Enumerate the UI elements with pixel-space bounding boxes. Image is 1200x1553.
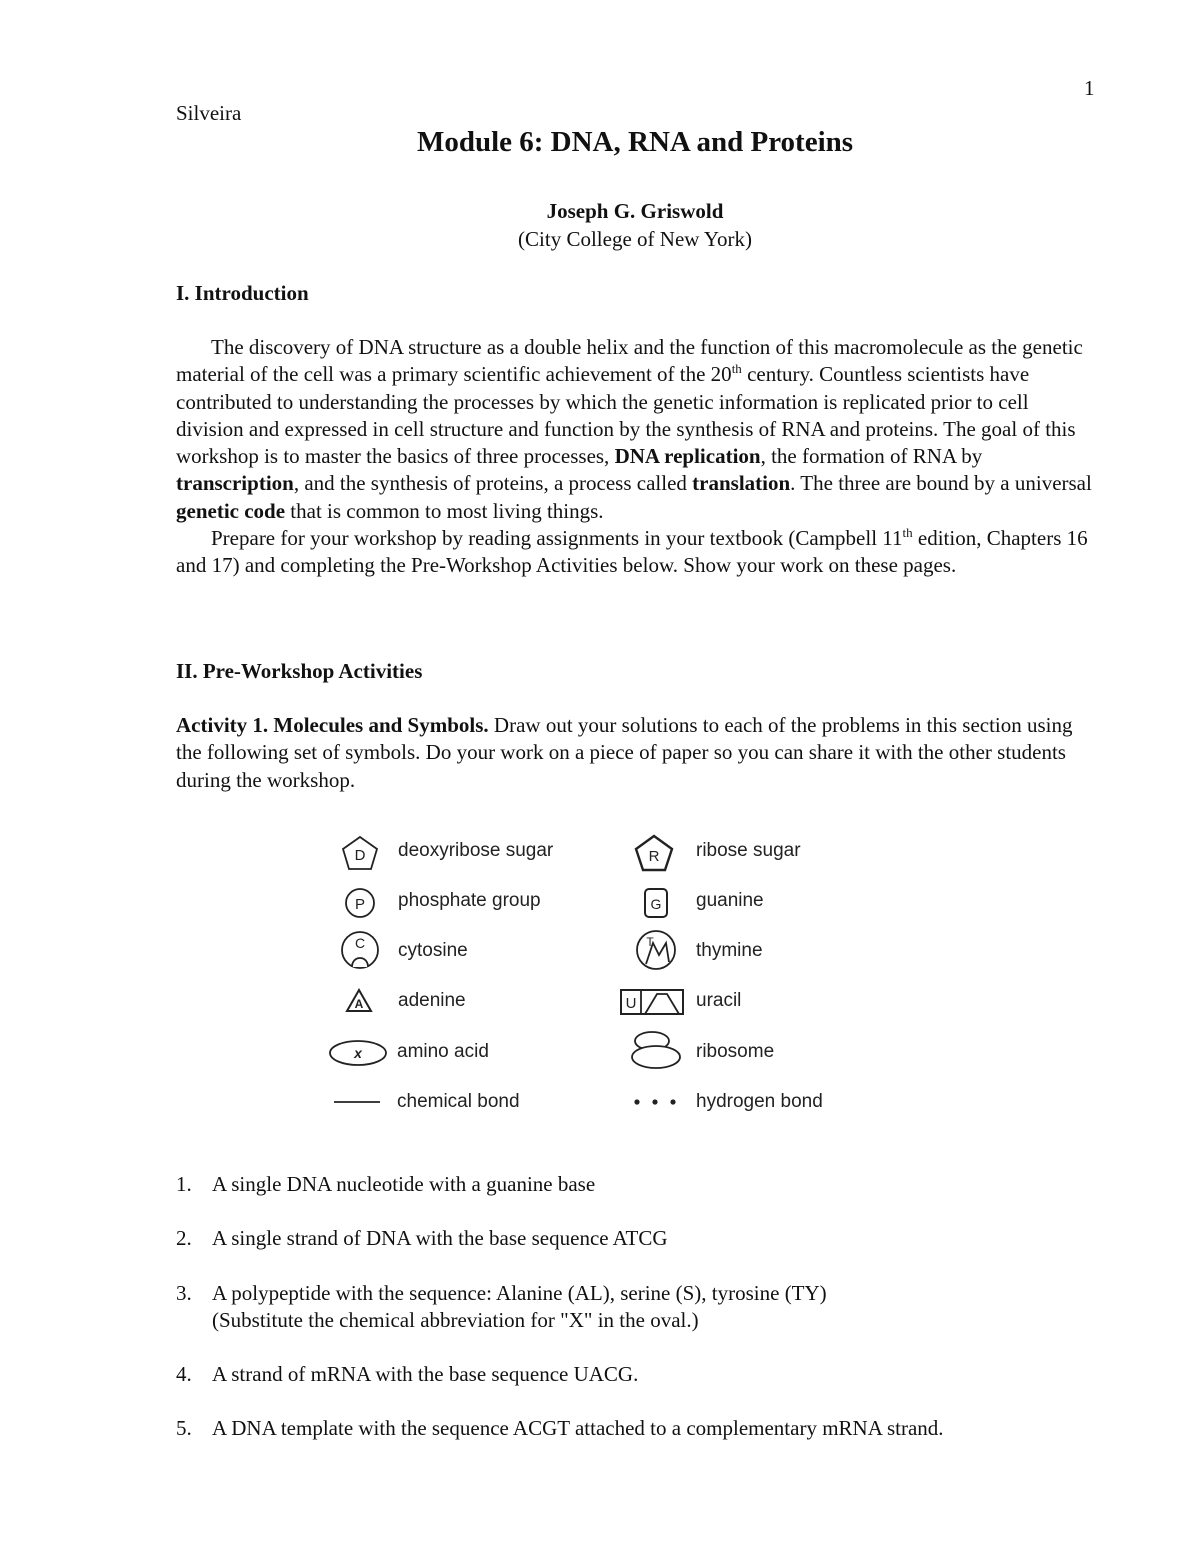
question-text: A strand of mRNA with the base sequence UACG. [212, 1362, 639, 1387]
question-number: 2. [176, 1226, 192, 1251]
ribosome-icon [628, 1030, 684, 1070]
cytosine-icon [339, 929, 381, 971]
legend-label-phosphate: phosphate group [398, 890, 541, 911]
list-item [176, 1415, 1101, 1442]
legend-label-hydrogen-bond: hydrogen bond [696, 1091, 823, 1112]
thymine-icon [633, 929, 679, 971]
legend-label-deoxyribose: deoxyribose sugar [398, 840, 554, 861]
uracil-icon [619, 988, 685, 1016]
legend-label-chemical-bond: chemical bond [397, 1091, 520, 1112]
question-number: 4. [176, 1362, 192, 1387]
question-note: (Substitute the chemical abbreviation for "X" in the oval.) [212, 1307, 699, 1332]
adenine-icon [345, 988, 373, 1014]
intro-text: edition, Chapters 16 and 17) and completing the Pre-Workshop Activities below. Show your work on these pages. [176, 526, 1088, 578]
page-number: 1 [1084, 76, 1095, 100]
intro-text: that is common to most living things. [285, 498, 604, 523]
ribose-letter: R [648, 848, 660, 865]
intro-text: , the formation of RNA by [760, 444, 983, 469]
intro-text: century. Countless scientists have contributed to understanding the processes by which the genetic information is replicated prior to cell division and expressed in cell structure and function by the synthesis of RNA and proteins. The goal of this workshop is to master the basics of three processes, [176, 362, 1076, 469]
question-number: 5. [176, 1416, 192, 1441]
legend-label-ribose: ribose sugar [696, 840, 801, 861]
superscript: th [731, 361, 742, 377]
question-list [176, 1171, 1101, 1470]
guanine-letter: G [650, 896, 662, 912]
superscript: th [902, 525, 913, 541]
legend-label-thymine: thymine [696, 940, 763, 961]
page-title: Module 6: DNA, RNA and Proteins [416, 126, 854, 158]
intro-text: , and the synthesis of proteins, a process called [293, 471, 693, 496]
section-heading-introduction: I. Introduction [176, 281, 309, 305]
term-genetic-code: genetic code [176, 498, 286, 523]
activity-1-title: Activity 1. Molecules and Symbols. [176, 713, 489, 737]
amino-acid-icon [328, 1038, 388, 1068]
legend-label-adenine: adenine [398, 990, 466, 1011]
chemical-bond-icon [332, 1097, 382, 1107]
question-number: 1. [176, 1172, 192, 1196]
amino-acid-letter: x [354, 1045, 362, 1061]
legend-label-cytosine: cytosine [398, 940, 468, 961]
intro-text: Prepare for your workshop by reading assignments in your textbook (Campbell 11 [211, 526, 903, 551]
guanine-icon [643, 887, 669, 919]
list-item [176, 1171, 1101, 1198]
list-item [176, 1225, 1101, 1252]
question-text: A polypeptide with the sequence: Alanine (AL), serine (S), tyrosine (TY) [212, 1280, 827, 1305]
question-text: A DNA template with the sequence ACGT attached to a complementary mRNA strand. [212, 1416, 944, 1441]
question-text: A single strand of DNA with the base sequence ATCG [212, 1226, 668, 1251]
header-name: Silveira [176, 101, 242, 125]
author: Joseph G. Griswold [546, 199, 724, 223]
intro-text: . The three are bound by a universal [790, 471, 1092, 496]
phosphate-letter: P [354, 896, 366, 913]
deoxyribose-sugar-icon [340, 835, 380, 871]
cytosine-letter: C [354, 935, 366, 951]
deoxyribose-letter: D [354, 847, 366, 864]
affiliation: (City College of New York) [518, 227, 752, 251]
adenine-letter: A [354, 997, 364, 1011]
uracil-letter: U [625, 995, 637, 1012]
question-text: A single DNA nucleotide with a guanine base [212, 1172, 596, 1196]
legend-label-guanine: guanine [696, 890, 764, 911]
hydrogen-bond-icon [630, 1096, 680, 1108]
term-transcription: transcription [176, 471, 294, 496]
intro-text: The discovery of DNA structure as a double helix and the function of this macromolecule as the genetic material of the cell was a primary scientific achievement of the 20 [176, 335, 1083, 387]
ribose-sugar-icon [633, 834, 675, 872]
question-number: 3. [176, 1280, 192, 1305]
legend-label-amino-acid: amino acid [397, 1041, 489, 1062]
list-item [176, 1361, 1101, 1388]
legend-label-uracil: uracil [696, 990, 742, 1011]
section-heading-pre-workshop: II. Pre-Workshop Activities [176, 659, 423, 683]
activity-1-text: Draw out your solutions to each of the problems in this section using the following set of symbols. Do your work on a piece of paper so you can share it with the other students during the workshop. [176, 713, 1073, 792]
thymine-letter: T [646, 935, 654, 949]
term-dna-replication: DNA replication [614, 444, 761, 469]
term-translation: translation [692, 471, 791, 496]
phosphate-group-icon [343, 887, 377, 919]
list-item [176, 1280, 1101, 1335]
legend-label-ribosome: ribosome [696, 1041, 775, 1062]
